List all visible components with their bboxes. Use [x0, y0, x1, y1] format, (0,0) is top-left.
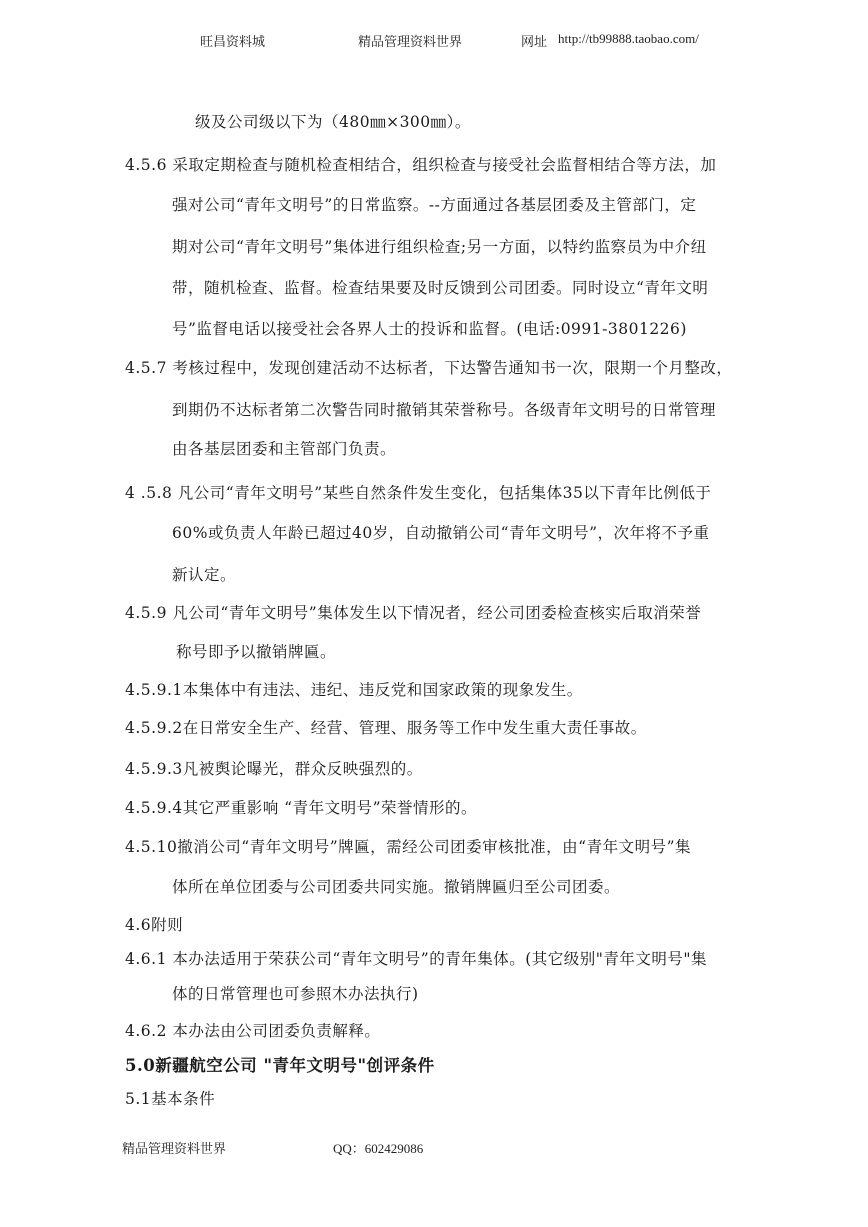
text-line: 4.6附则 [125, 916, 184, 934]
footer-left: 精品管理资料世界 [122, 1141, 227, 1156]
text-line: 4.5.9.3凡被舆论曝光，群众反映强烈的。 [125, 760, 423, 778]
text-line: 4.5.9.1本集体中有违法、违纪、违反党和国家政策的现象发生。 [125, 681, 583, 699]
text-line: 4.5.9 凡公司“青年文明号”集体发生以下情况者，经公司团委检查核实后取消荣誉 [125, 604, 702, 622]
footer-qq: QQ：602429086 [333, 1141, 424, 1156]
text-line: 强对公司“青年文明号”的日常监察。--方面通过各基层团委及主管部门，定 [172, 196, 697, 214]
header-url: http://tb99888.taobao.com/ [558, 31, 699, 46]
header-left: 旺昌资料城 [200, 34, 266, 49]
text-line: 期对公司“青年文明号”集体进行组织检查;另一方面，以特约监察员为中介纽 [172, 238, 707, 256]
text-line: 体所在单位团委与公司团委共同实施。撤销牌匾归至公司团委。 [172, 878, 621, 896]
text-line: 60%或负责人年龄已超过40岁，自动撤销公司“青年文明号”，次年将不予重 [172, 524, 710, 542]
text-line: 4.5.9.2在日常安全生产、经营、管理、服务等工作中发生重大责任事故。 [125, 719, 647, 737]
header-center: 精品管理资料世界 [358, 34, 463, 49]
text-line: 到期仍不达标者第二次警告同时撤销其荣誉称号。各级青年文明号的日常管理 [172, 401, 717, 419]
text-line: 号”监督电话以接受社会各界人士的投诉和监督。(电话:0991-3801226) [172, 320, 687, 338]
text-line: 4.5.7 考核过程中，发现创建活动不达标者，下达警告通知书一次，限期一个月整改， [125, 359, 733, 377]
text-line: 4.5.10撤消公司“青年文明号”牌匾，需经公司团委审核批准，由“青年文明号”集 [125, 838, 691, 856]
text-line: 级及公司级以下为（480㎜×300㎜）。 [195, 113, 471, 131]
header-url-label: 网址 [521, 34, 548, 49]
text-line: 称号即予以撤销牌匾。 [176, 643, 337, 661]
text-line: 新认定。 [172, 566, 237, 584]
text-line: 4.5.6 采取定期检查与随机检查相结合，组织检查与接受社会监督相结合等方法，加 [125, 156, 717, 174]
text-line: 4.6.2 本办法由公司团委负责解释。 [125, 1022, 381, 1040]
section-heading: 5.0新疆航空公司 "青年文明号"创评条件 [125, 1056, 435, 1075]
text-line: 5.1基本条件 [125, 1090, 216, 1108]
text-line: 由各基层团委和主管部门负责。 [172, 440, 397, 458]
text-line: 4 .5.8 凡公司“青年文明号”某些自然条件发生变化，包括集体35以下青年比例低于 [125, 484, 712, 502]
text-line: 4.6.1 本办法适用于荣获公司“青年文明号”的青年集体。(其它级别"青年文明号"集 [125, 950, 708, 968]
text-line: 带，随机检查、监督。检查结果要及时反馈到公司团委。同时设立“青年文明 [172, 279, 709, 297]
text-line: 体的日常管理也可参照木办法执行) [172, 985, 419, 1003]
text-line: 4.5.9.4其它严重影响 “青年文明号”荣誉情形的。 [125, 799, 478, 817]
